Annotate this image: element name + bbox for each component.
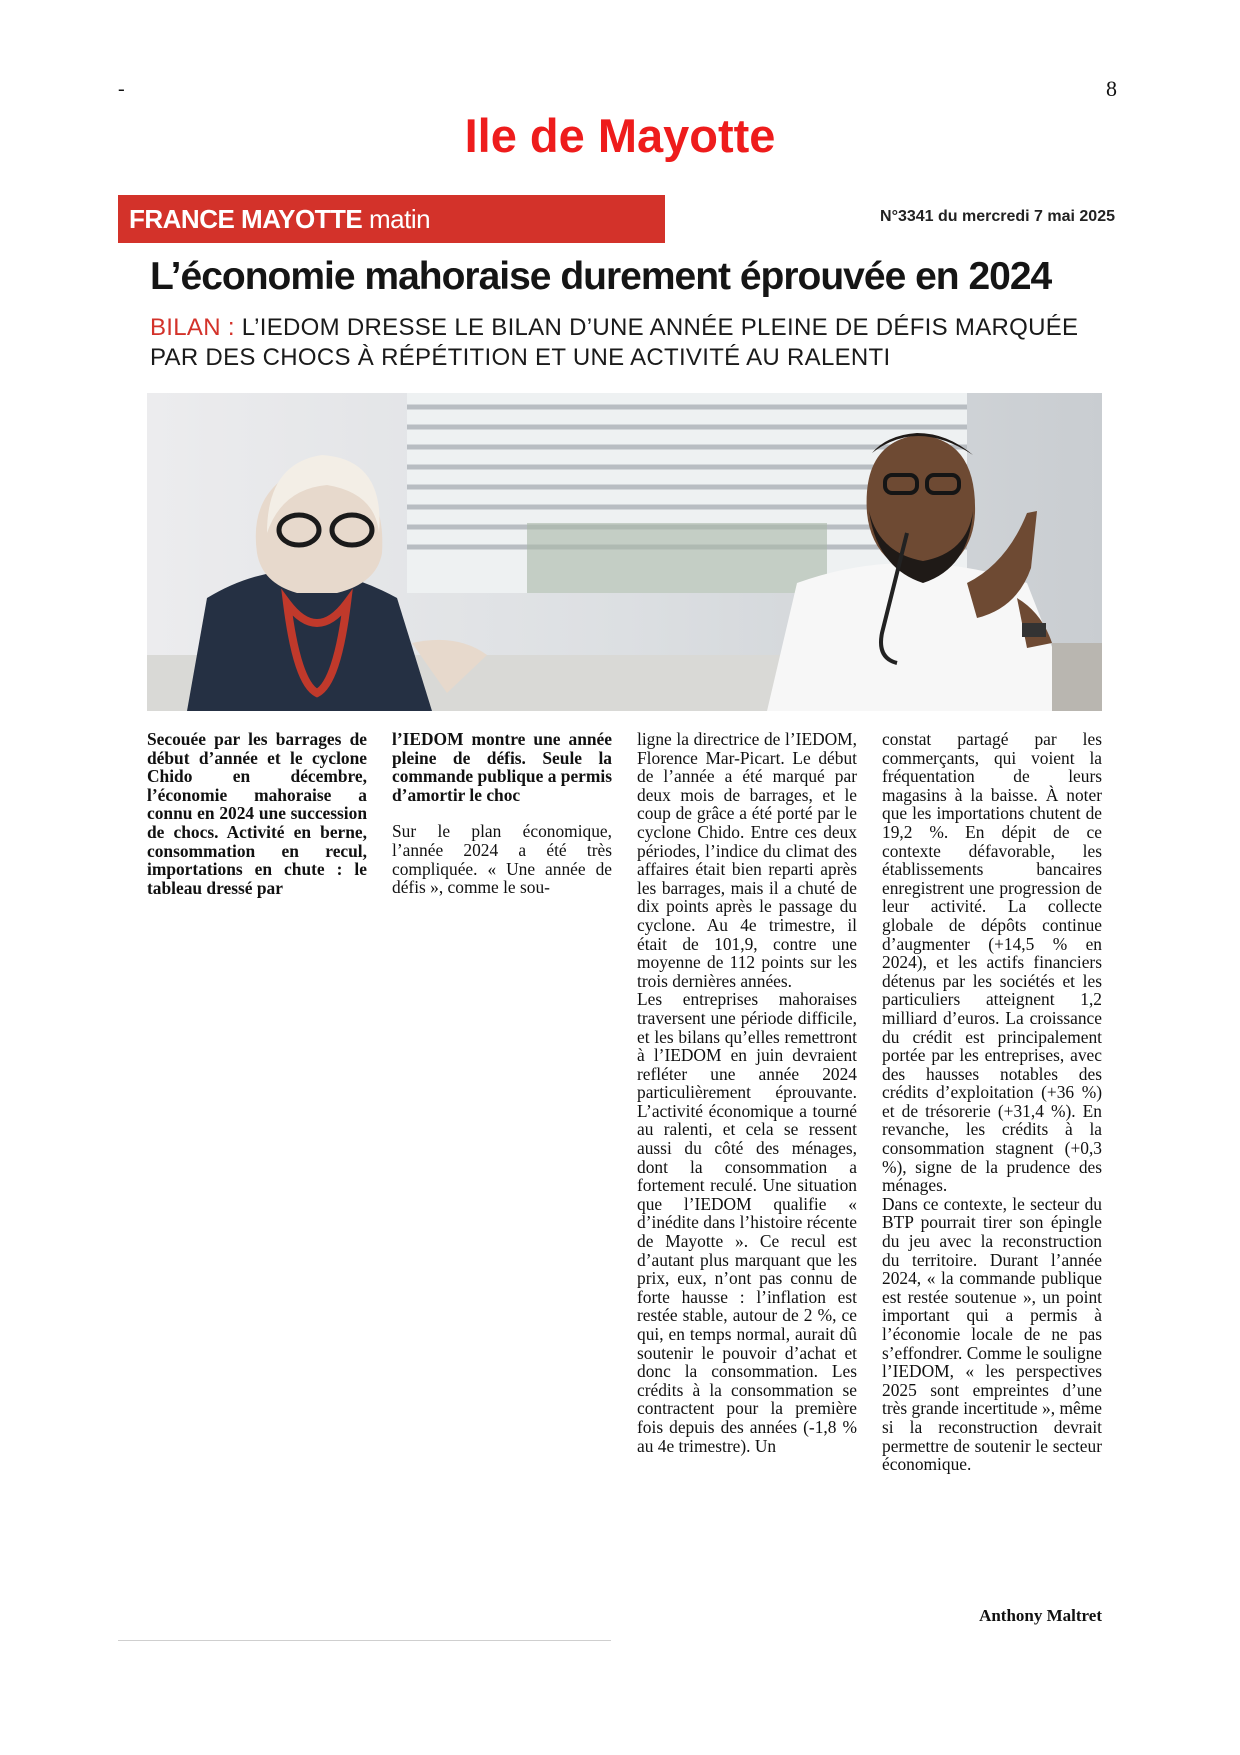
page-marker: - (118, 78, 125, 100)
issue-info: N°3341 du mercredi 7 mai 2025 (880, 208, 1115, 225)
masthead-title (129, 204, 430, 235)
page-heading: Ile de Mayotte (464, 109, 776, 162)
article-byline: Anthony Maltret (979, 1606, 1102, 1625)
article-column-2 (392, 730, 612, 897)
article-headline: L’économie mahoraise durement éprouvée en 2024 (150, 255, 1052, 298)
masthead-suffix: matin (369, 204, 431, 234)
article-column-3 (637, 730, 857, 1455)
masthead-name: FRANCE MAYOTTE (129, 204, 363, 234)
page-number: 8 (1106, 76, 1117, 101)
article-body-col3-p1: ligne la directrice de l’IEDOM, Florence Mar-Picart. Le début de l’année a été marqué par deux mois de barrages, et le coup de grâce a été porté par le cyclone Chido. Entre ces deux périodes, l’indice du climat des affaires était bien reparti après les barrages, mais il a chuté de dix points après le passage du cyclone. Au 4e trimestre, il était de 101,9, contre une moyenne de 112 points sur les trois dernières années. (637, 729, 857, 991)
article-lead-part1: Secouée par les barrages de début d’année et le cyclone Chido en décembre, l’économie mahoraise a connu en 2024 une succession de chocs. Activité en berne, consommation en recul, importations en chute : le tableau dressé par (147, 729, 367, 898)
newspaper-masthead (118, 195, 665, 243)
paragraph-gap (392, 804, 612, 822)
article-photo (147, 393, 1102, 711)
article-body-col4-p2: Dans ce contexte, le secteur du BTP pourrait tirer son épingle du jeu avec la reconstruction du territoire. Durant l’année 2024, « la commande publique est restée soutenue », un point important qui a permis à l’économie locale de ne pas s’effondrer. Comme le souligne l’IEDOM, « les perspectives 2025 sont empreintes d’une très grande incertitude », même si la reconstruction devrait permettre de soutenir le secteur économique. (882, 1193, 1102, 1475)
article-lead-part2: l’IEDOM montre une année pleine de défis. Seule la commande publique a permis d’amortir le choc (392, 729, 612, 805)
bottom-divider (118, 1640, 611, 1641)
article-kicker: BILAN : (150, 314, 235, 341)
article-subhead-text: L’IEDOM DRESSE LE BILAN D’UNE ANNÉE PLEINE DE DÉFIS MARQUÉE PAR DES CHOCS À RÉPÉTITION ET UNE ACTIVITÉ AU RALENTI (150, 314, 1079, 371)
article-body-col3-p2: Les entreprises mahoraises traversent une période difficile, et les bilans qu’elles remettront à l’IEDOM en juin devraient refléter une année 2024 particulièrement éprouvante. L’activité économique a tourné au ralenti, et cela se ressent aussi du côté des ménages, dont la consommation a fortement reculé. Une situation que l’IEDOM qualifie « d’inédite dans l’histoire récente de Mayotte ». Ce recul est d’autant plus marquant que les prix, eux, n’ont pas connu de forte hausse : l’inflation est restée stable, autour de 2 %, ce qui, en temps normal, aurait dû soutenir le pouvoir d’achat et donc la consommation. Les crédits à la consommation se contractent pour la première fois depuis des années (-1,8 % au 4e trimestre). Un (637, 989, 857, 1456)
article-body-col4-p1: constat partagé par les commerçants, qui voient la fréquentation de leurs magasins à la baisse. À noter que les importations chutent de 19,2 %. En dépit de ce contexte défavorable, les établissements bancaires enregistrent une progression de leur activité. La collecte globale de dépôts continue d’augmenter (+14,5 % en 2024), et les actifs financiers détenus par les sociétés et les particuliers atteignent 1,2 milliard d’euros. La croissance du crédit est principalement portée par les entreprises, avec des hausses notables des crédits d’exploitation (+36 %) et de trésorerie (+31,4 %). En revanche, les crédits à la consommation stagnent (+0,3 %), signe de la prudence des ménages. (882, 729, 1102, 1196)
article-column-1 (147, 730, 367, 897)
article-column-4 (882, 730, 1102, 1474)
article-body-col2: Sur le plan économique, l’année 2024 a été très compliquée. « Une année de défis », comme le sou- (392, 821, 612, 898)
article-subhead (150, 313, 1115, 373)
photo-illustration (147, 393, 1102, 711)
